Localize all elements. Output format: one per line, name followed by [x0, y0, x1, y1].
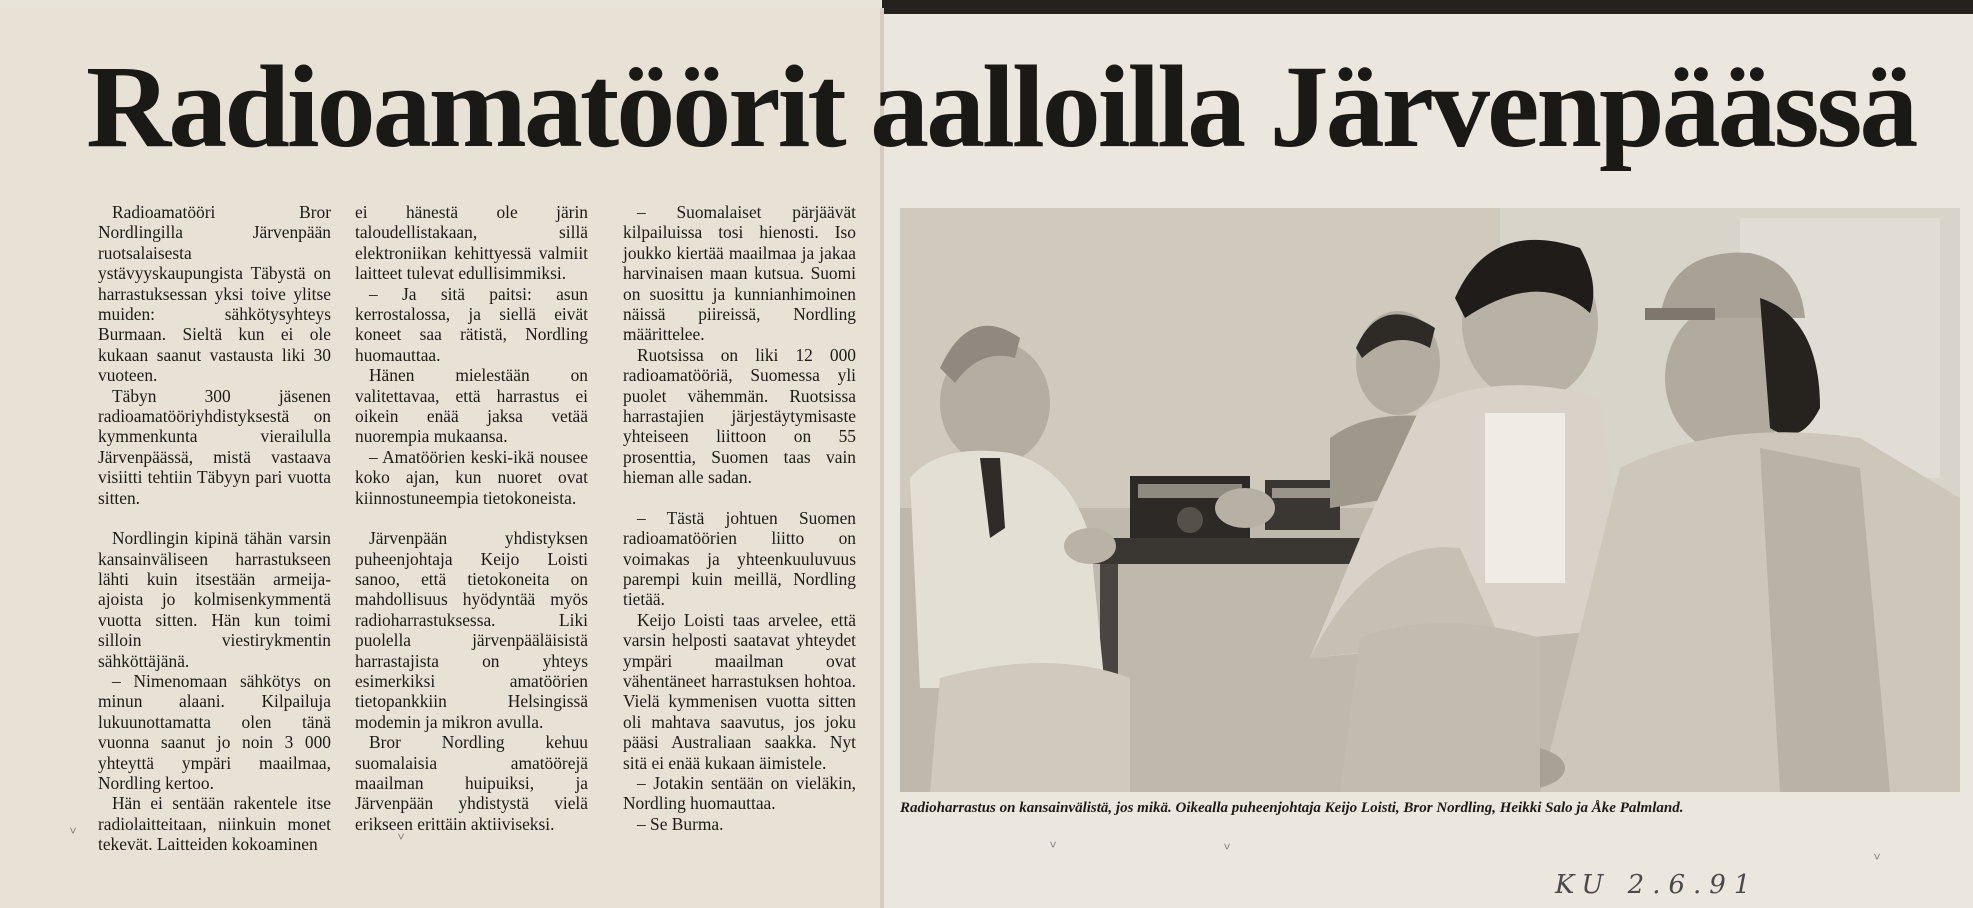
paragraph: Täbyn 300 jäsenen radioamatööriyhdistyksestä on kymmenkunta vierailulla Järvenpäässä, mistä vastaava visiitti tehtiin Täbyyn pari vuotta sitten.: [98, 385, 331, 508]
photo-radio-amateurs-illustration: [900, 208, 1960, 792]
paragraph: Bror Nordling kehuu suomalaisia amatöörejä maailman huipuiksi, ja Järvenpään yhdistystä vielä erikseen erittäin aktiiviseksi.: [355, 732, 588, 834]
paragraph: – Tästä johtuen Suomen radioamatöörien liitto on voimakas ja yhteenkuuluvuus parempi kuin meillä, Nordling tietää.: [623, 507, 856, 610]
paragraph: Nordlingin kipinä tähän varsin kansainväliseen harrastukseen lähti kuin itsestään armeija-ajoista jo kolmisenkymmentä vuotta sitten. Hän kun toimi silloin viestirykmentin sähköttäjänä.: [98, 528, 331, 671]
paragraph: – Amatöörien keski-ikä nousee koko ajan, kun nuoret ovat kiinnostuneempia tietokoneista.: [355, 446, 588, 508]
article-column-3: [623, 202, 856, 834]
article-headline: Radioamatöörit aalloilla Järvenpäässä: [86, 41, 1916, 172]
paragraph: – Nimenomaan sähkötys on minun alaani. Kilpailuja lukuunottamatta olen tänä vuonna saanut jo noin 3 000 yhteyttä ympäri maailmaa, Nordling kertoo.: [98, 670, 331, 793]
paragraph: – Suomalaiset pärjäävät kilpailuissa tosi hienosti. Iso joukko kiertää maailmaa ja jakaa harvinaisen maan kutsua. Suomi on suosittu ja kunnianhimoinen näissä piireissä, Nordling määrittelee.: [623, 202, 856, 345]
paragraph: Hän ei sentään rakentele itse radiolaitteitaan, niinkuin monet tekevät. Laitteiden kokoaminen: [98, 793, 331, 855]
staple-mark: ⱽ: [1050, 841, 1057, 856]
photo-caption: Radioharrastus on kansainvälistä, jos mikä. Oikealla puheenjohtaja Keijo Loisti, Bror Nordling, Heikki Salo ja Åke Palmland.: [900, 800, 1684, 816]
paragraph: – Jotakin sentään on vieläkin, Nordling huomauttaa.: [623, 772, 856, 814]
paragraph: – Ja sitä paitsi: asun kerrostalossa, ja siellä eivät koneet saa rätistä, Nordling huomauttaa.: [355, 283, 588, 365]
paragraph: Radioamatööri Bror Nordlingilla Järvenpään ruotsalaisesta ystävyyskaupungista Täbystä on harrastuksessan yksi toive ylitse muiden: sähkötysyhteys Burmaan. Sieltä kun ei ole kukaan saanut vastausta liki 30 vuoteen.: [98, 202, 331, 386]
paragraph: Ruotsissa on liki 12 000 radioamatööriä, Suomessa yli puolet vähemmän. Ruotsissa harrastajien järjestäytymisaste yhteiseen liittoon on 55 prosenttia, Suomen taas vain hieman alle sadan.: [623, 344, 856, 488]
staple-mark: ⱽ: [398, 833, 405, 848]
paragraph: Keijo Loisti taas arvelee, että varsin helposti saatavat yhteydet ympäri maailman ovat vähentäneet harrastuksen hohtoa. Vielä kymmenisen vuotta sitten oli mahtava saavutus, jos joku pääsi Australiaan saakka. Nyt sitä ei enää kukaan äimistele.: [623, 609, 856, 773]
article-column-2: [355, 202, 588, 834]
paragraph: – Se Burma.: [637, 813, 724, 834]
paragraph: ei hänestä ole järin taloudellistakaan, sillä elektroniikan kehittyessä valmiit laitteet tulevat edullisimmiksi.: [355, 202, 588, 284]
handwritten-date-note: KU 2.6.91: [1555, 870, 1759, 900]
staple-mark: ⱽ: [1874, 853, 1881, 868]
staple-mark: ⱽ: [1224, 843, 1231, 858]
article-photo: [900, 208, 1960, 792]
staple-mark: ⱽ: [70, 827, 77, 842]
paragraph: Järvenpään yhdistyksen puheenjohtaja Keijo Loisti sanoo, että tietokoneita on mahdollisuus hyödyntää myös radioharrastuksessa. Liki puolella järvenpääläisistä harrastajista on yhteys esimerkiksi amatöörien tietopankkiin Helsingissä modemin ja mikron avulla.: [355, 528, 588, 732]
paragraph: Hänen mielestään on valitettavaa, että harrastus ei oikein enää jaksa vetää nuorempia mukaansa.: [355, 365, 588, 447]
article-column-1: [98, 202, 331, 855]
